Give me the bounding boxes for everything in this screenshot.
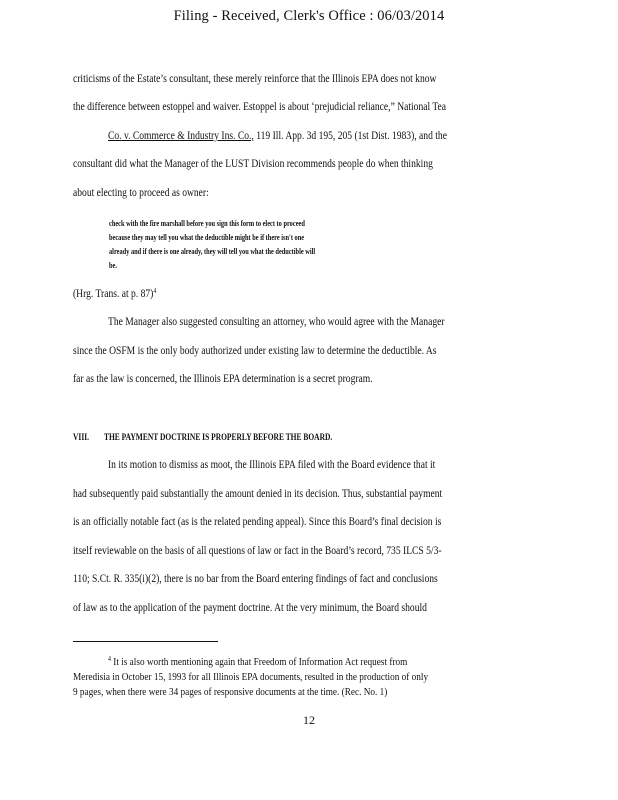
hearing-citation: (Hrg. Trans. at p. 87)$^4$ (73, 287, 157, 300)
filing-header: Filing - Received, Clerk's Office : 06/03/2014 (173, 8, 445, 24)
footnote-marker: 4 (108, 655, 111, 663)
body-line: far as the law is concerned, the Illinois EPA determination is a secret program. (73, 373, 373, 385)
section-title: THE PAYMENT DOCTRINE IS PROPERLY BEFORE THE BOARD. (103, 432, 333, 443)
citation-rest: 119 Ill. App. 3d 195, 205 (1st Dist. 1983), and the (253, 130, 447, 142)
body-line: is an officially notable fact (as is the related pending appeal). Since this Board’s final decision is (73, 516, 442, 528)
quote-line: be. (109, 260, 117, 270)
body-line: about electing to proceed as owner: (73, 187, 209, 199)
quote-line: because they may tell you what the deductible might be if there isn't one (109, 232, 305, 242)
footnote-reference: 4 (153, 287, 157, 295)
section-number: VIII. (73, 432, 90, 443)
body-line: 110; S.Ct. R. 335(i)(2), there is no bar from the Board entering findings of fact and conclusions (73, 573, 438, 585)
footnote-divider (73, 641, 218, 642)
quote-line: check with the fire marshall before you sign this form to elect to proceed (109, 218, 305, 228)
footnote-line: 9 pages, when there were 34 pages of responsive documents at the time. (Rec. No. 1) (73, 686, 388, 698)
body-line: consultant did what the Manager of the LUST Division recommends people do when thinking (73, 158, 433, 170)
body-line: of law as to the application of the payment doctrine. At the very minimum, the Board should (73, 602, 427, 614)
citation-line (108, 130, 473, 142)
body-line: had subsequently paid substantially the amount denied in its decision. Thus, substantial payment (73, 488, 443, 500)
body-line: itself reviewable on the basis of all questions of law or fact in the Board’s record, 735 ILCS 5/3- (73, 545, 442, 557)
body-line: The Manager also suggested consulting an attorney, who would agree with the Manager (108, 316, 445, 328)
footnote-line: Meredisia in October 15, 1993 for all Illinois EPA documents, resulted in the production of only (73, 671, 429, 683)
page-number: 12 (303, 713, 315, 727)
body-line: since the OSFM is the only body authorized under existing law to determine the deductible. As (73, 345, 437, 357)
body-line: In its motion to dismiss as moot, the Illinois EPA filed with the Board evidence that it (108, 459, 436, 471)
section-heading (73, 432, 332, 443)
quote-line: already and if there is one already, they will tell you what the deductible will (109, 246, 316, 256)
case-name: Co. v. Commerce & Industry Ins. Co., (108, 130, 254, 142)
body-line: the difference between estoppel and waiver. Estoppel is about ‘prejudicial reliance,” National Tea (73, 101, 447, 113)
body-line: criticisms of the Estate’s consultant, these merely reinforce that the Illinois EPA does not know (73, 73, 437, 85)
footnote-line: $^4$ It is also worth mentioning again that Freedom of Information Act request from (108, 655, 408, 668)
